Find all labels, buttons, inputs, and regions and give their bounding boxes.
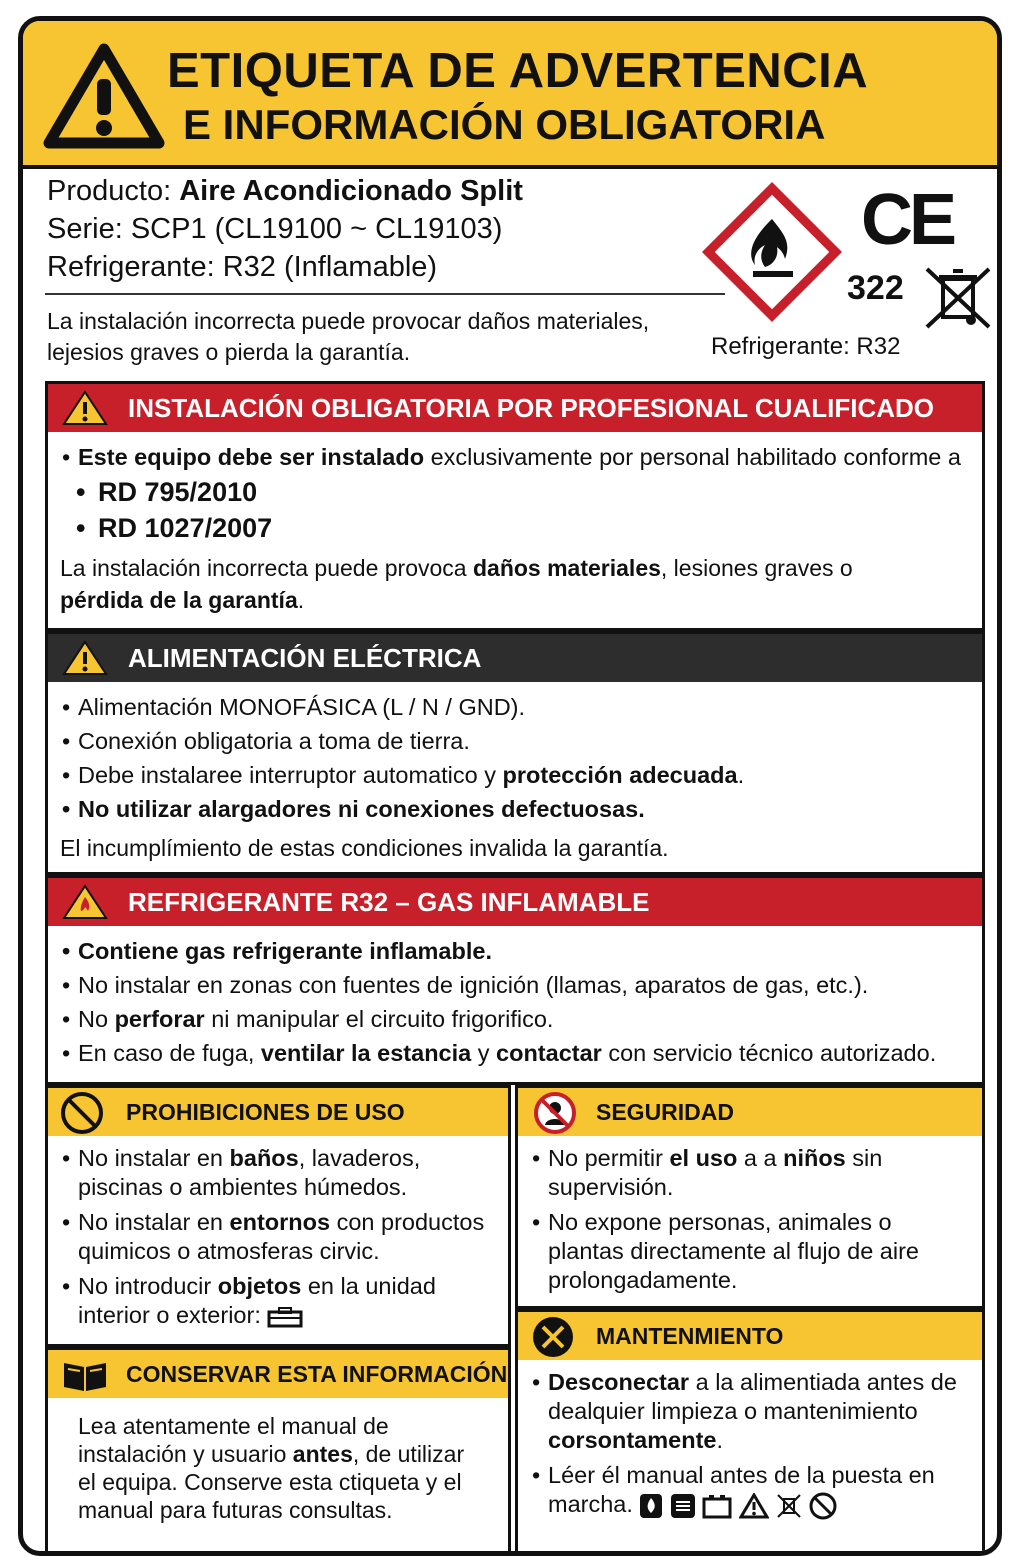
installation-note: La instalación incorrecta puede provoca daños materiales, lesiones graves o pérdida de la garantía.	[60, 555, 853, 613]
manual-symbol-icon	[670, 1493, 696, 1519]
keep-info-text: Lea atentamente el manual de instalación y usuario antes, de utilizar el equipa. Conserve esta ctiqueta y el manual para futuras consultas.	[78, 1413, 465, 1523]
prohibited-icon	[58, 1091, 112, 1135]
list-item: • Desconectar a la alimentiada antes de dealquier limpieza o mantenimiento corsontamente.	[530, 1368, 970, 1455]
no-children-icon	[528, 1091, 582, 1135]
list-item: • Contiene gas refrigerante inflamable.	[60, 934, 970, 968]
product-line: Producto: Aire Acondicionado Split	[47, 175, 523, 207]
maintenance-title: MANTENMIENTO	[518, 1312, 982, 1360]
flammable-warning-icon	[62, 883, 108, 921]
list-item: • No instalar en zonas con fuentes de ignición (llamas, aparatos de gas, etc.).	[60, 968, 970, 1002]
list-item: • RD 1027/2007	[60, 510, 970, 546]
prohibitions-title: PROHIBICIONES DE USO	[48, 1088, 508, 1136]
header-title-line1: ETIQUETA DE ADVERTENCIA	[167, 44, 869, 98]
list-item: • Este equipo debe ser instalado exclusivamente por personal habilitado conforme a	[60, 440, 970, 474]
series-line: Serie: SCP1 (CL19100 ~ CL19103)	[47, 213, 503, 245]
security-section	[515, 1085, 985, 1309]
refrigerant-caption: Refrigerante: R32	[711, 333, 901, 360]
list-item: • No permitir el uso a a niños sin supervisión.	[530, 1144, 970, 1202]
intro-text: La instalación incorrecta puede provocar daños materiales, lejesios graves o pierda la garantía.	[47, 308, 650, 365]
electric-title: ALIMENTACIÓN ELÉCTRICA	[48, 634, 982, 682]
list-item: • En caso de fuga, ventilar la estancia y contactar con servicio técnico autorizado.	[60, 1036, 970, 1070]
maintenance-section	[515, 1309, 985, 1556]
warning-triangle-icon	[739, 1493, 769, 1519]
flame-symbol-icon	[639, 1493, 663, 1519]
list-item: • No utilizar alargadores ni conexiones defectuosas.	[60, 792, 970, 826]
warning-label	[18, 16, 1002, 1556]
ce-number: 322	[847, 269, 904, 307]
list-item: • No introducir objetos en la unidad interior o exterior:	[60, 1272, 496, 1330]
security-title: SEGURIDAD	[518, 1088, 982, 1136]
list-item: • Debe instalaree interruptor automatico y protección adecuada.	[60, 758, 970, 792]
book-icon	[58, 1353, 112, 1397]
list-item: • Léer él manual antes de la puesta en marcha.	[530, 1461, 970, 1521]
header-title-line2: E INFORMACIÓN OBLIGATORIA	[183, 101, 826, 148]
installation-section	[45, 381, 985, 631]
prohibitions-section	[45, 1085, 511, 1347]
list-item: • Conexión obligatoria a toma de tierra.	[60, 724, 970, 758]
flammable-hazard-icon	[699, 179, 845, 325]
keep-info-section	[45, 1347, 511, 1556]
list-item: • RD 795/2010	[60, 474, 970, 510]
installation-title: INSTALACIÓN OBLIGATORIA POR PROFESIONAL CUALIFICADO	[48, 384, 982, 432]
refrigerant-line: Refrigerante: R32 (Inflamable)	[47, 251, 438, 283]
list-item: • No perforar ni manipular el circuito frigorifico.	[60, 1002, 970, 1036]
warning-triangle-icon	[43, 43, 165, 149]
symbol-row	[639, 1491, 838, 1517]
tools-icon	[528, 1315, 582, 1359]
ce-mark-icon: CE	[861, 180, 954, 260]
warning-triangle-icon	[62, 389, 108, 427]
refrigerant-title: REFRIGERANTE R32 – GAS INFLAMABLE	[48, 878, 982, 926]
warning-triangle-icon	[62, 639, 108, 677]
divider	[45, 293, 725, 295]
list-item: • No expone personas, animales o plantas directamente al flujo de aire prolongadamente.	[530, 1208, 970, 1295]
keep-info-title: CONSERVAR ESTA INFORMACIÓN	[48, 1350, 508, 1398]
refrigerant-section	[45, 875, 985, 1085]
list-item: • No instalar en entornos con productos quimicos o atmosferas cirvic.	[60, 1208, 496, 1266]
electric-note: El incumplímiento de estas condiciones invalida la garantía.	[60, 835, 669, 861]
label-header	[23, 21, 997, 169]
toolbox-icon	[267, 1306, 303, 1328]
weee-bin-icon	[923, 265, 993, 331]
list-item: • No instalar en baños, lavaderos, piscinas o ambientes húmedos.	[60, 1144, 496, 1202]
electric-section	[45, 631, 985, 875]
battery-symbol-icon	[702, 1493, 732, 1519]
list-item: • Alimentación MONOFÁSICA (L / N / GND).	[60, 690, 970, 724]
prohibited-icon	[808, 1491, 838, 1521]
weee-bin-icon	[776, 1493, 802, 1519]
